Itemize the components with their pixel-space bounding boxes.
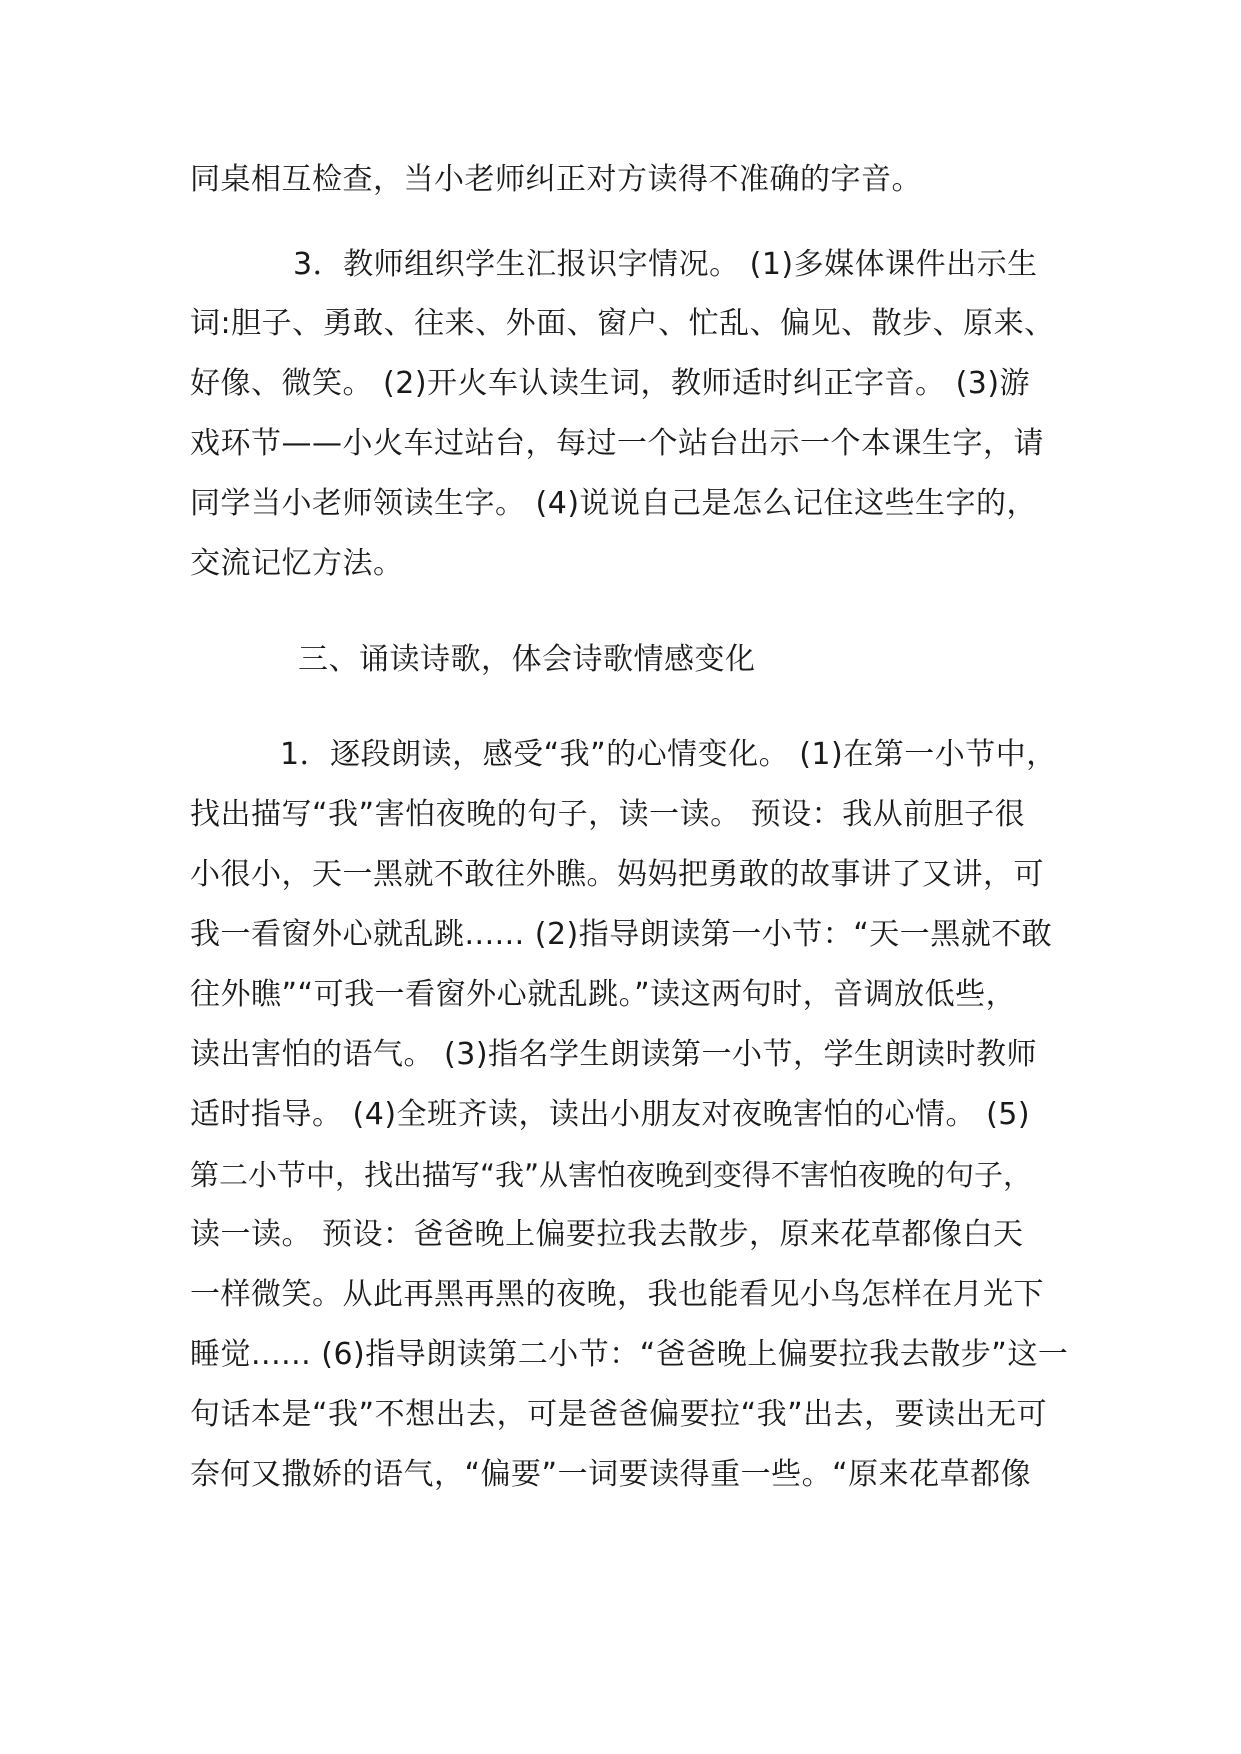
text-line: 第二小节中，找出描写“我”从害怕夜晚到变得不害怕夜晚的句子， <box>190 1158 1033 1192</box>
text-line: 睡觉...... (6)指导朗读第二小节：“爸爸晚上偏要拉我去散步”这一 <box>190 1337 1069 1372</box>
text-line: 小很小，天一黑就不敢往外瞧。妈妈把勇敢的故事讲了又讲，可 <box>190 857 1044 892</box>
text-line: 句话本是“我”不想出去，可是爸爸偏要拉“我”出去，要读出无可 <box>190 1397 1048 1432</box>
text-line: 1．逐段朗读，感受“我”的心情变化。 (1)在第一小节中， <box>280 737 1057 772</box>
text-line: 戏环节——小火车过站台，每过一个站台出示一个本课生字，请 <box>190 426 1044 461</box>
text-line: 同桌相互检查，当小老师纠正对方读得不准确的字音。 <box>190 162 922 197</box>
text-line: 适时指导。 (4)全班齐读，读出小朋友对夜晚害怕的心情。 (5) <box>190 1097 1031 1132</box>
text-line: 奈何又撒娇的语气，“偏要”一词要读得重一些。“原来花草都像 <box>190 1457 1032 1492</box>
section-heading: 三、诵读诗歌，体会诗歌情感变化 <box>298 642 756 677</box>
text-line: 好像、微笑。 (2)开火车认读生词，教师适时纠正字音。 (3)游 <box>190 366 1031 401</box>
text-line: 词:胆子、勇敢、往来、外面、窗户、忙乱、偏见、散步、原来、 <box>190 306 1055 341</box>
text-line: 我一看窗外心就乱跳...... (2)指导朗读第一小节：“天一黑就不敢 <box>190 917 1053 952</box>
text-line: 3．教师组织学生汇报识字情况。 (1)多媒体课件出示生 <box>293 247 1038 282</box>
text-line: 同学当小老师领读生字。 (4)说说自己是怎么记住这些生字的， <box>190 486 1038 521</box>
text-line: 交流记忆方法。 <box>190 546 404 581</box>
text-line: 找出描写“我”害怕夜晚的句子，读一读。 预设：我从前胆子很 <box>190 797 1026 832</box>
text-line: 一样微笑。从此再黑再黑的夜晚，我也能看见小鸟怎样在月光下 <box>190 1277 1044 1312</box>
text-line: 读一读。 预设：爸爸晚上偏要拉我去散步，原来花草都像白天 <box>190 1217 1024 1252</box>
text-line: 往外瞧”“可我一看窗外心就乱跳。”读这两句时，音调放低些， <box>190 977 1017 1012</box>
text-line: 读出害怕的语气。 (3)指名学生朗读第一小节，学生朗读时教师 <box>190 1037 1038 1072</box>
